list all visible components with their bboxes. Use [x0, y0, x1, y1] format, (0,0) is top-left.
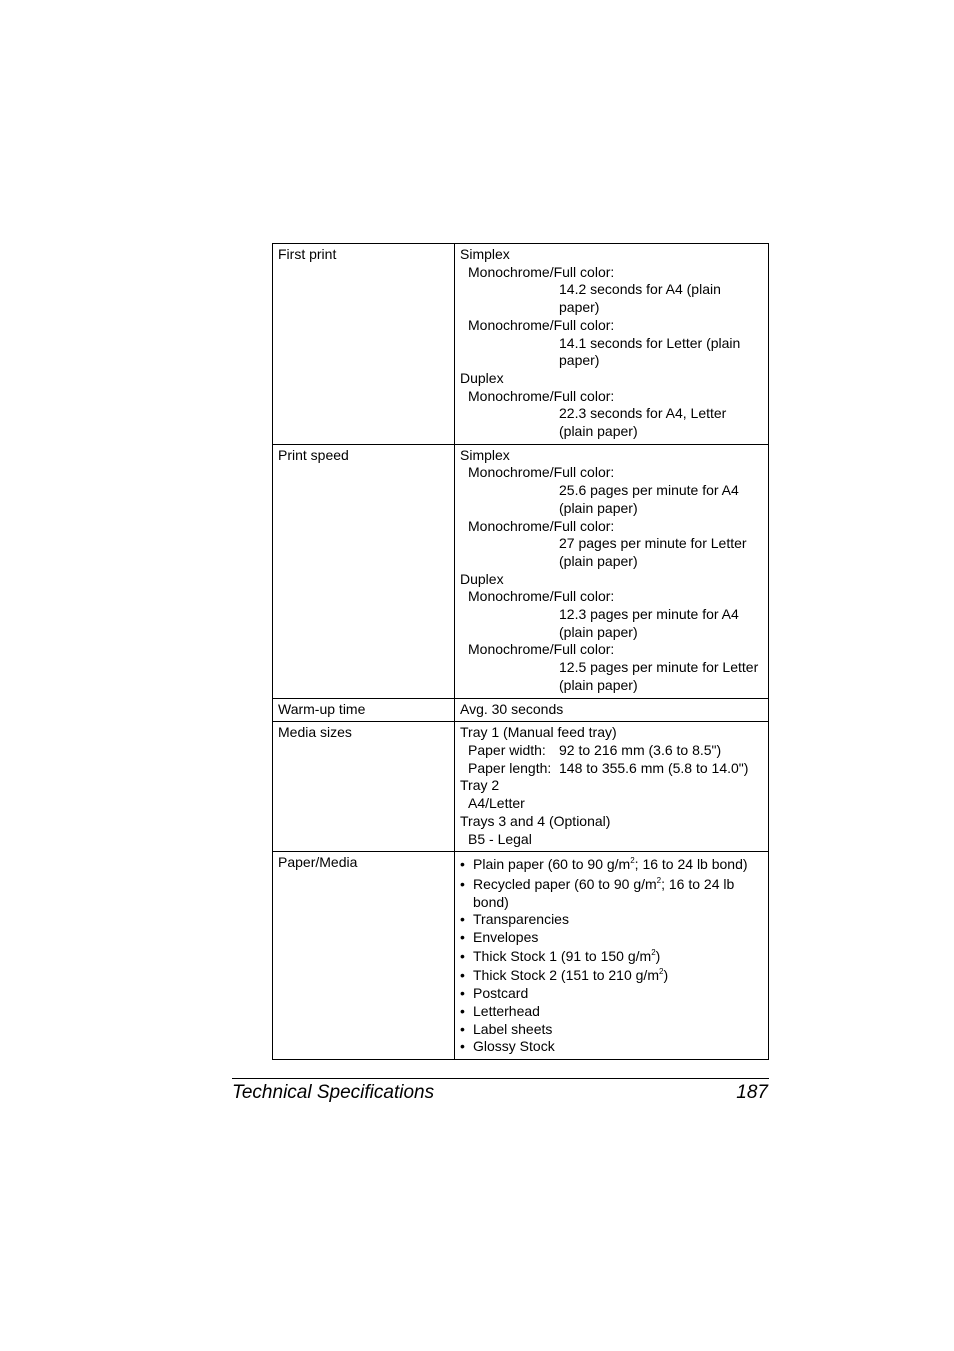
footer-title: Technical Specifications [232, 1082, 435, 1103]
media-item: • Glossy Stock [460, 1038, 764, 1056]
row-print-speed [273, 444, 769, 698]
spec-value: 14.1 seconds for Letter (plain paper) [559, 334, 741, 369]
spec-value: 27 pages per minute for Letter (plain paper) [559, 535, 747, 569]
row-value [455, 852, 769, 1060]
spec-value: 14.2 seconds for A4 (plain paper) [559, 281, 721, 316]
media-item: • Label sheets [460, 1021, 764, 1039]
tray-heading: Trays 3 and 4 (Optional) [460, 812, 611, 829]
row-value: Avg. 30 seconds [455, 698, 769, 722]
spec-value: 22.3 seconds for A4, Letter (plain paper) [559, 405, 727, 440]
footer-divider [232, 1078, 769, 1079]
media-list [460, 856, 764, 1056]
media-item: • Transparencies [460, 911, 764, 929]
row-warm-up-time [273, 698, 769, 722]
paper-length-value: 148 to 355.6 mm (5.8 to 14.0") [559, 759, 749, 776]
tray-heading: Tray 1 (Manual feed tray) [460, 724, 617, 741]
color-mode: Monochrome/Full color: [468, 641, 615, 658]
paper-length [460, 760, 764, 778]
media-item: • Postcard [460, 985, 764, 1003]
row-value [455, 244, 769, 445]
paper-width [460, 742, 764, 760]
row-label: First print [273, 244, 455, 445]
media-item: • Recycled paper (60 to 90 $g/m^2$; 16 to 24 lb bond) [460, 876, 764, 911]
row-media-sizes [273, 722, 769, 852]
tray-size: B5 - Legal [468, 830, 532, 847]
tray-heading: Tray 2 [460, 777, 500, 794]
row-label: Paper/Media [273, 852, 455, 1060]
tray-size: A4/Letter [468, 795, 525, 812]
row-label: Print speed [273, 444, 455, 698]
row-label: Warm-up time [273, 698, 455, 722]
color-mode: Monochrome/Full color: [468, 464, 615, 481]
spec-value: 12.3 pages per minute for A4 (plain paper) [559, 606, 739, 640]
media-item: • Envelopes [460, 929, 764, 947]
media-item: • Letterhead [460, 1003, 764, 1021]
row-label: Media sizes [273, 722, 455, 852]
mode-heading: Duplex [460, 570, 504, 587]
color-mode: Monochrome/Full color: [468, 517, 615, 534]
color-mode: Monochrome/Full color: [468, 263, 615, 280]
row-paper-media [273, 852, 769, 1060]
spec-value: 12.5 pages per minute for Letter (plain paper) [559, 659, 759, 693]
color-mode: Monochrome/Full color: [468, 387, 615, 404]
color-mode: Monochrome/Full color: [468, 588, 615, 605]
spec-value: 25.6 pages per minute for A4 (plain paper) [559, 482, 739, 516]
paper-length-key: Paper length: [468, 759, 552, 776]
media-item: • Thick Stock 2 (151 to 210 $g/m^2$) [460, 967, 764, 985]
row-first-print [273, 244, 769, 445]
mode-heading: Simplex [460, 446, 510, 463]
media-item: • Thick Stock 1 (91 to 150 $g/m^2$) [460, 948, 764, 966]
row-value [455, 444, 769, 698]
page-number: 187 [736, 1082, 768, 1103]
mode-heading: Duplex [460, 369, 504, 386]
color-mode: Monochrome/Full color: [468, 316, 615, 333]
mode-heading: Simplex [460, 246, 510, 262]
paper-width-value: 92 to 216 mm (3.6 to 8.5") [559, 741, 722, 758]
spec-table [272, 243, 769, 1060]
media-item: • Plain paper (60 to 90 $g/m^2$; 16 to 24 lb bond) [460, 856, 764, 874]
paper-width-key: Paper width: [468, 741, 546, 758]
row-value [455, 722, 769, 852]
